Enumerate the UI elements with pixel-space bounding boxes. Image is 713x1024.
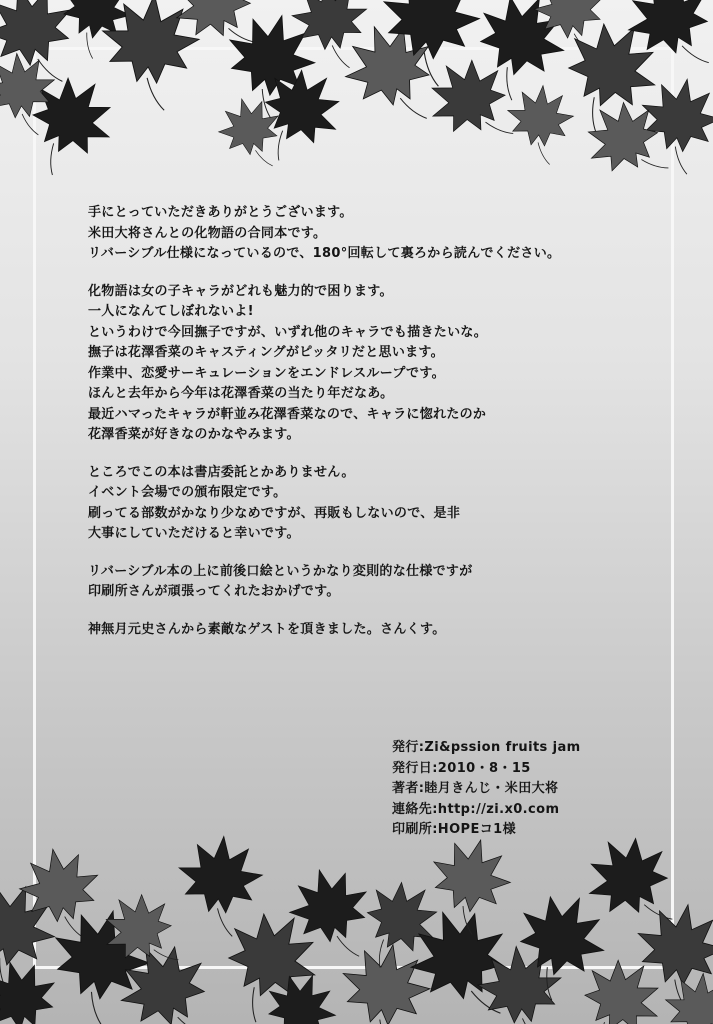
colophon	[392, 738, 581, 841]
paragraph	[88, 620, 648, 641]
maple-leaf-icon	[176, 833, 266, 916]
paragraph	[88, 562, 648, 603]
leaf-stem	[83, 992, 110, 1024]
leaf-stem	[419, 52, 444, 86]
contact-line: 連絡先:http://zi.x0.com	[392, 801, 560, 817]
maple-leaf-icon	[663, 970, 713, 1024]
publish-date-line: 発行日:2010・8・15	[392, 760, 531, 776]
message-body	[88, 203, 648, 657]
leaf-stem	[332, 44, 349, 69]
text-line: リバーシブル仕様になっているので、180°回転して裏ろから読んでください。	[88, 246, 561, 261]
text-line: 一人になんてしぼれないよ!	[88, 304, 254, 319]
text-line: ほんと去年から今年は花澤香菜の当たり年だなあ。	[88, 386, 394, 401]
publisher-line: 発行:Zi&pssion fruits jam	[392, 740, 581, 755]
maple-leaf-icon	[336, 937, 437, 1024]
leaf-stem	[144, 78, 166, 110]
printer-line: 印刷所:HOPEコ1様	[392, 822, 516, 837]
maple-leaf-icon	[281, 860, 376, 950]
maple-leaf-icon	[289, 0, 369, 52]
maple-leaf-icon	[572, 821, 682, 929]
leaf-stem	[400, 92, 426, 124]
paragraph	[88, 463, 648, 545]
text-line: 神無月元史さんから素敵なゲストを頂きました。さんくす。	[88, 621, 446, 637]
leaf-stem	[79, 33, 100, 59]
maple-leaf-icon	[631, 897, 713, 991]
text-line: 花澤香菜が好きなのかなやみます。	[88, 427, 300, 442]
maple-leaf-icon	[571, 86, 672, 186]
text-line: というわけで今回撫子ですが、いずれ他のキャラでも描きたいな。	[88, 324, 488, 340]
paragraph	[88, 203, 648, 265]
text-line: 最近ハマったキャラが軒並み花澤香菜なので、キャラに惚れたのか	[88, 406, 487, 422]
text-line: 米田大将さんとの化物語の合同本です。	[88, 225, 327, 241]
paragraph	[88, 282, 648, 446]
leaf-stem	[536, 142, 551, 164]
text-line: 手にとっていただきありがとうございます。	[88, 205, 353, 220]
maple-leaf-icon	[505, 83, 576, 149]
maple-leaf-icon	[0, 953, 64, 1024]
text-line: ところでこの本は書店委託とかありません。	[88, 464, 355, 480]
author-line: 著者:睦月きんじ・米田大将	[392, 781, 559, 796]
text-line: 刷ってる部数がかなり少なめですが、再販もしないので、是非	[88, 505, 461, 521]
text-line: 化物語は女の子キャラがどれも魅力的で困ります。	[88, 283, 393, 299]
text-line: 印刷所さんが頑張ってくれたおかげです。	[88, 584, 340, 599]
text-line: イベント会場での頒布限定です。	[88, 485, 287, 500]
text-line: 撫子は花澤香菜のキャスティングがピッタリだと思います。	[88, 345, 444, 360]
maple-leaf-icon	[424, 830, 519, 920]
leaf-stem	[682, 39, 709, 70]
leaf-stem	[671, 147, 691, 175]
text-line: 大事にしていただけると幸いです。	[88, 526, 300, 541]
text-line: 作業中、恋愛サーキュレーションをエンドレスループです。	[88, 365, 445, 381]
text-line: リバーシブル本の上に前後口絵というかなり変則的な仕様ですが	[88, 563, 473, 579]
leaf-stem	[215, 908, 234, 936]
leaf-stem	[255, 147, 272, 169]
leaf-stem	[240, 987, 271, 1022]
leaf-stem	[337, 932, 359, 961]
